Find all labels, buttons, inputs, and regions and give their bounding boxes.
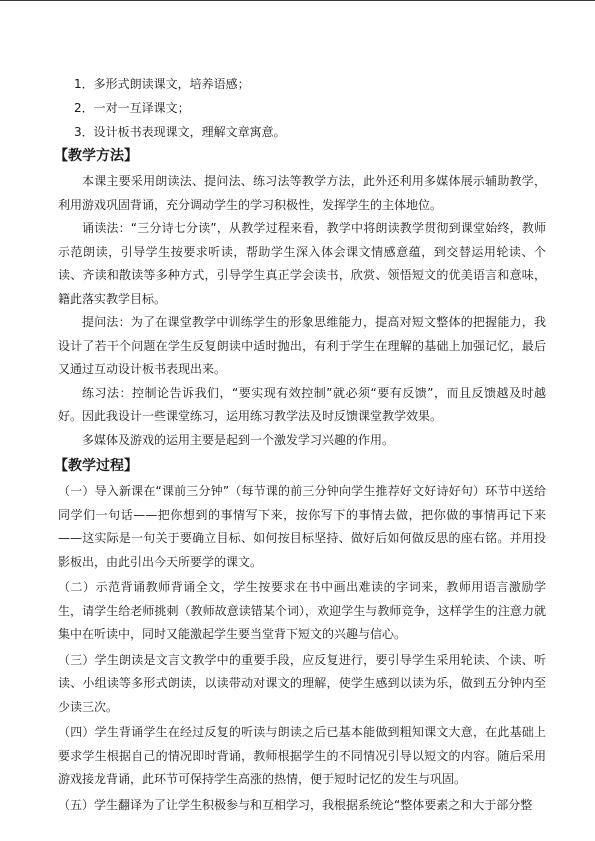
teaching-process-heading: 【教学过程】 xyxy=(54,458,138,474)
methods-intro-paragraph: 本课主要采用朗读法、提问法、练习法等教学方法，此外还利用多媒体展示辅助教学，利用游戏巩固背诵，充分调动学生的学习积极性，发挥学生的主体地位。 xyxy=(58,174,546,212)
process-step-2: （二）示范背诵教师背诵全文，学生按要求在书中画出难读的字词来，教师用语言激励学生，请学生给老师挑刺（教师故意读错某个词），欢迎学生与教师竞争，这样学生的注意力就集中在听读中，同时又能激起学生要当堂背下短文的兴趣与信心。 xyxy=(58,580,546,641)
document-page xyxy=(54,74,546,819)
teaching-methods-heading: 【教学方法】 xyxy=(54,148,138,164)
page-top-border xyxy=(0,0,595,1)
recitation-method-paragraph: 诵读法：“三分诗七分读”，从教学过程来看，教学中将朗读教学贯彻到课堂始终，教师示范朗读，引导学生按要求听读，帮助学生深入体会课文情感意蕴，到交替运用轮读、个读、齐读和散读等多种方式，引导学生真正学会读书，欣赏、领悟短文的优美语言和意味，籍此落实教学目标。 xyxy=(58,221,546,306)
multimedia-paragraph: 多媒体及游戏的运用主要是起到一个激发学习兴趣的作用。 xyxy=(82,432,395,447)
goal-item-1: 1．多形式朗读课文，培养语感； xyxy=(74,77,250,91)
process-step-4: （四）学生背诵学生在经过反复的听读与朗读之后已基本能做到粗知课文大意，在此基础上要求学生根据自己的情况即时背诵，教师根据学生的不同情况引导以短文的内容。随后采用游戏接龙背诵，此环节可保持学生高涨的热情，便于短时记忆的发生与巩固。 xyxy=(58,725,546,786)
process-step-1: （一）导入新课在“课前三分钟”（每节课的前三分钟向学生推荐好文好诗好句）环节中送给同学们一句话——把你想到的事情写下来，按你写下的事情去做，把你做的事情再记下来——这实际是一句关于要确立目标、如何按目标坚持、做好后如何做反思的座右铭。并用投影板出，由此引出今天所要学的课文。 xyxy=(58,484,546,569)
teaching-goals-list xyxy=(58,74,546,142)
process-step-3: （三）学生朗读是文言文教学中的重要手段，应反复进行，要引导学生采用轮读、个读、听读、小组读等多形式朗读，以读带动对课文的理解，使学生感到以读为乐，做到五分钟内至少读三次。 xyxy=(58,652,546,714)
goal-item-3: 3．设计板书表现课文，理解文章寓意。 xyxy=(74,125,286,139)
practice-method-paragraph: 练习法：控制论告诉我们，“要实现有效控制”就必须“要有反馈”，而且反馈越及时越好。因此我设计一些课堂练习，运用练习教学法及时反馈课堂教学效果。 xyxy=(58,385,546,423)
teaching-process-section xyxy=(58,480,546,817)
teaching-methods-section xyxy=(58,170,546,452)
process-step-5: （五）学生翻译为了让学生积极参与和互相学习，我根据系统论“整体要素之和大于部分整 xyxy=(58,797,533,812)
goal-item-2: 2．一对一互译课文； xyxy=(74,101,190,115)
questioning-method-paragraph: 提问法：为了在课堂教学中训练学生的形象思维能力，提高对短文整体的把握能力，我设计了若干个问题在学生反复朗读中适时抛出，有利于学生在理解的基础上加强记忆，最后又通过互动设计板书表现出来。 xyxy=(58,315,546,376)
